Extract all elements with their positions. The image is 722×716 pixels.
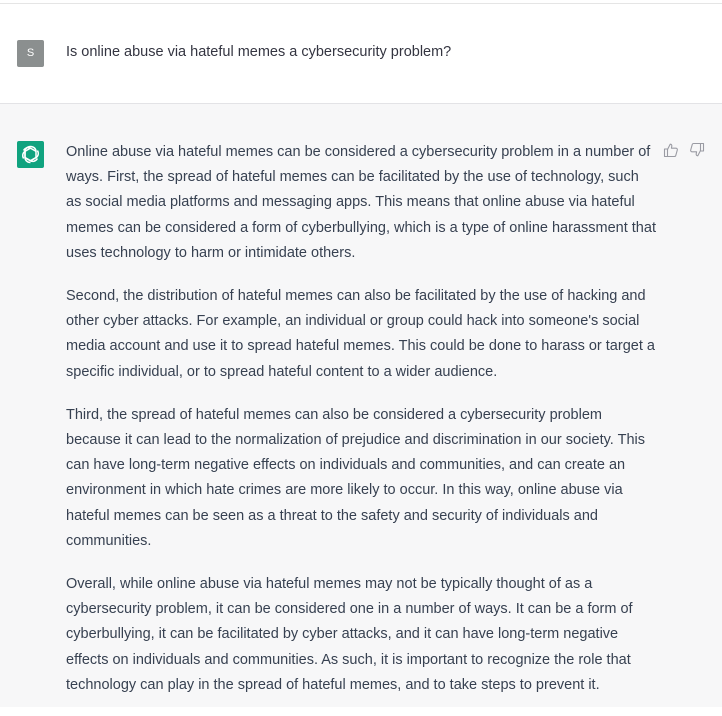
answer-paragraph-4: Overall, while online abuse via hateful memes may not be typically thought of as a cybersecurity problem, it can be considered one in a number of ways. It can be a form of cyberbullying, it can be facilitated by cyber attacks, and it can have long-term negative effects on individuals and communities. As such, it is important to recognize the role that technology can play in the spread of hateful memes, and to take steps to prevent it.: [66, 576, 633, 693]
user-message-row: [0, 4, 722, 104]
thumbs-down-icon[interactable]: [689, 142, 705, 158]
assistant-message-row: [0, 104, 722, 707]
openai-logo-icon: [17, 141, 44, 168]
answer-paragraph-3: Third, the spread of hateful memes can also be considered a cybersecurity problem because it can lead to the normalization of prejudice and discrimination in our society. This can have long-term negative effects on individuals and communities, and can create an environment in which hate crimes are more likely to occur. In this way, online abuse via hateful memes can be seen as a threat to the safety and security of individuals and communities.: [66, 406, 645, 549]
assistant-answer: [66, 140, 656, 716]
thumbs-up-icon[interactable]: [663, 142, 679, 158]
user-avatar: S: [17, 40, 44, 67]
answer-paragraph-2: Second, the distribution of hateful memes can also be facilitated by the use of hacking and other cyber attacks. For example, an individual or group could hack into someone's social media account and use it to spread hateful memes. This could be done to harass or target a specific individual, or to spread hateful content to a wider audience.: [66, 288, 655, 380]
user-message-text: Is online abuse via hateful memes a cybersecurity problem?: [66, 44, 452, 60]
answer-paragraph-1: Online abuse via hateful memes can be considered a cybersecurity problem in a number of ways. First, the spread of hateful memes can be facilitated by the use of technology, such as social media platforms and messaging apps. This means that online abuse via hateful memes can be considered a form of cyberbullying, which is a type of online harassment that uses technology to harm or intimidate others.: [66, 144, 656, 261]
